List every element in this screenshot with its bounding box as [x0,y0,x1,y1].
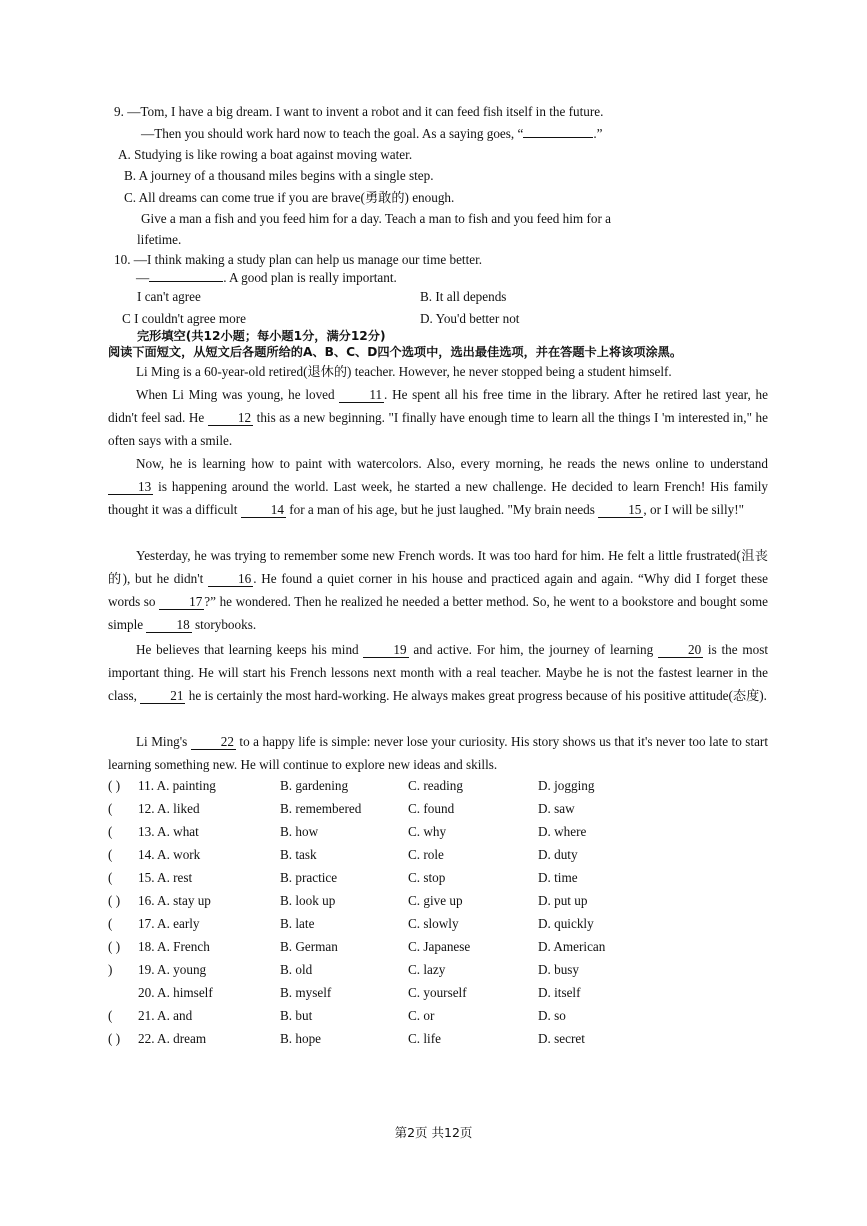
option-c[interactable]: C. slowly [408,916,459,931]
option-row-11 [108,775,668,797]
q10-option-d[interactable]: D. You'd better not [420,311,520,326]
passage-text: Yesterday, he was trying to remember some new French words. It was too hard for him. He felt a little frustrated(沮丧的), but he didn't [108,548,768,586]
option-b[interactable]: B. old [280,962,313,977]
q9-option-a[interactable] [118,147,412,163]
option-c[interactable]: C. life [408,1031,441,1046]
answer-paren[interactable]: ) [108,962,113,977]
option-b[interactable]: B. but [280,1008,313,1023]
option-row-17 [108,913,668,935]
passage-text: is happening around the world. Last week, he started a new challenge. He decided to learn French! His family thought it was a difficult [108,479,768,517]
option-b[interactable]: B. hope [280,1031,322,1046]
passage-text: Li Ming's [136,734,191,749]
option-d[interactable]: D. where [538,824,587,839]
passage-text: to a happy life is simple: never lose your curiosity. His story shows us that it's never too late to start learning something new. He will continue to explore new ideas and skills. [108,734,768,772]
answer-paren[interactable]: ( ) [108,893,121,908]
option-d[interactable]: D. busy [538,962,580,977]
option-a[interactable]: 21. A. and [138,1008,193,1023]
option-c[interactable]: C. found [408,801,455,816]
passage-text: , or I will be silly!" [643,502,745,517]
option-d[interactable]: D. jogging [538,778,595,793]
q9-response-end: .” [593,126,603,141]
option-row-16 [108,890,668,912]
option-b[interactable]: B. task [280,847,317,862]
passage-paragraph-6 [108,730,768,776]
passage-text: he is certainly the most hard-working. He always makes great progress because of his positive attitude(态度). [185,688,767,703]
q10-answer-blank[interactable] [149,281,223,282]
option-b[interactable]: B. German [280,939,338,954]
option-d[interactable]: D. duty [538,847,578,862]
blank-12[interactable]: 12 [208,411,253,426]
option-c[interactable]: C. lazy [408,962,446,977]
option-b[interactable]: B. gardening [280,778,349,793]
blank-21[interactable]: 21 [140,689,185,704]
option-d[interactable]: D. put up [538,893,588,908]
option-c[interactable]: C. reading [408,778,463,793]
option-b[interactable]: B. myself [280,985,332,1000]
answer-paren[interactable]: ( ) [108,778,121,793]
option-row-12 [108,798,668,820]
option-row-21 [108,1005,668,1027]
passage-paragraph-3 [108,452,768,521]
section-instruction: 阅读下面短文，从短文后各题所给的A、B、C、D四个选项中，选出最佳选项，并在答题卡上将该项涂黑。 [108,345,683,359]
option-d[interactable]: D. saw [538,801,575,816]
passage-paragraph-5 [108,638,768,707]
option-d[interactable]: D. so [538,1008,566,1023]
option-c[interactable]: C. stop [408,870,446,885]
option-a[interactable]: 19. A. young [138,962,207,977]
q10-response [136,270,397,286]
answer-paren[interactable]: ( ) [108,1031,121,1046]
option-b[interactable]: B. practice [280,870,338,885]
q9-answer-blank[interactable] [523,137,593,138]
answer-paren[interactable]: ( ) [108,939,121,954]
blank-11[interactable]: 11 [339,388,384,403]
option-a[interactable]: 12. A. liked [138,801,200,816]
passage-text: and active. For him, the journey of learning [408,642,658,657]
option-a[interactable]: 13. A. what [138,824,199,839]
option-a[interactable]: 16. A. stay up [138,893,211,908]
passage-p1-text: Li Ming is a 60-year-old retired(退休的) teacher. However, he never stopped being a student himself. [136,364,672,379]
passage-text: is the most important thing. He will start his French lessons next month with a real teacher. Maybe he is not the fastest learner in the class, [108,642,768,703]
answer-paren[interactable]: ( [108,1008,113,1023]
option-c[interactable]: C. role [408,847,444,862]
option-row-15 [108,867,668,889]
passage-paragraph-2 [108,383,768,452]
option-c[interactable]: C. Japanese [408,939,471,954]
q10-response-dash: — [136,270,150,285]
q9-option-d[interactable]: Give a man a fish and you feed him for a day. Teach a man to fish and you feed him for a [141,211,612,226]
option-d[interactable]: D. secret [538,1031,585,1046]
q9-option-a-text: Studying is like rowing a boat against moving water. [134,147,413,162]
option-c[interactable]: C. or [408,1008,435,1023]
blank-22[interactable]: 22 [191,735,236,750]
q9-response-text: —Then you should work hard now to teach the goal. As a saying goes, “ [141,126,524,141]
passage-paragraph-1 [108,360,768,383]
blank-14[interactable]: 14 [241,503,286,518]
option-d[interactable]: D. time [538,870,578,885]
answer-paren[interactable]: ( [108,916,113,931]
q9-response [141,126,603,142]
q9-option-d-cont: lifetime. [137,232,182,247]
option-a[interactable]: 15. A. rest [138,870,193,885]
answer-paren[interactable]: ( [108,847,113,862]
q9-option-b[interactable]: B. A journey of a thousand miles begins with a single step. [124,168,434,183]
option-b[interactable]: B. how [280,824,319,839]
passage-text: this as a new beginning. "I finally have enough time to learn all the things I 'm interested in," he often says with a smile. [108,410,768,448]
option-row-14 [108,844,668,866]
q10-stem: 10. —I think making a study plan can help us manage our time better. [114,252,483,267]
q10-option-a[interactable]: I can't agree [137,289,201,304]
answer-paren[interactable]: ( [108,870,113,885]
passage-text: . He found a quiet corner in his house and practiced again and again. “Why did I forget these words so [108,571,768,609]
option-d[interactable]: D. quickly [538,916,594,931]
q9-option-c[interactable]: C. All dreams can come true if you are brave(勇敢的) enough. [124,190,455,205]
passage-text: When Li Ming was young, he loved [136,387,340,402]
option-row-22 [108,1028,668,1050]
q9-option-a-label: A. [118,147,131,162]
blank-15[interactable]: 15 [598,503,643,518]
option-row-19 [108,959,668,981]
q10-option-c[interactable]: C I couldn't agree more [122,311,246,326]
blank-13[interactable]: 13 [108,480,153,495]
blank-19[interactable]: 19 [363,643,408,658]
option-a[interactable]: 11. A. painting [138,778,216,793]
blank-16[interactable]: 16 [208,572,253,587]
option-row-20 [108,982,668,1004]
answer-paren[interactable]: ( [108,824,113,839]
q9-stem: 9. —Tom, I have a big dream. I want to invent a robot and it can feed fish itself in the future. [114,104,604,119]
option-c[interactable]: C. give up [408,893,463,908]
section-title: 完形填空(共12小题；每小题1分，满分12分) [137,329,386,343]
blank-17[interactable]: 17 [159,595,204,610]
passage-text: Now, he is learning how to paint with watercolors. Also, every morning, he reads the news online to understand [136,456,768,471]
option-d[interactable]: D. itself [538,985,581,1000]
page-number: 第2页 共12页 [394,1125,473,1140]
option-row-18 [108,936,668,958]
passage-paragraph-4 [108,544,768,636]
option-a[interactable]: 22. A. dream [138,1031,207,1046]
passage-text: . He spent all his free time in the library. After he retired last year, he didn't feel sad. He [108,387,768,425]
option-a[interactable]: 18. A. French [138,939,210,954]
option-row-13 [108,821,668,843]
answer-paren[interactable]: ( [108,801,113,816]
q10-response-text: . A good plan is really important. [223,270,397,285]
passage-text: ?” he wondered. Then he realized he needed a better method. So, he went to a bookstore and bought some simple [108,594,768,632]
option-b[interactable]: B. late [280,916,315,931]
blank-18[interactable]: 18 [146,618,191,633]
option-a[interactable]: 20. A. himself [138,985,213,1000]
passage-text: He believes that learning keeps his mind [136,642,364,657]
blank-20[interactable]: 20 [658,643,703,658]
option-d[interactable]: D. American [538,939,606,954]
passage-text: storybooks. [191,617,257,632]
option-b[interactable]: B. remembered [280,801,362,816]
option-a[interactable]: 14. A. work [138,847,201,862]
option-c[interactable]: C. yourself [408,985,467,1000]
q10-option-b[interactable]: B. It all depends [420,289,507,304]
option-b[interactable]: B. look up [280,893,336,908]
option-c[interactable]: C. why [408,824,447,839]
passage-text: for a man of his age, but he just laughed. "My brain needs [285,502,599,517]
option-a[interactable]: 17. A. early [138,916,200,931]
